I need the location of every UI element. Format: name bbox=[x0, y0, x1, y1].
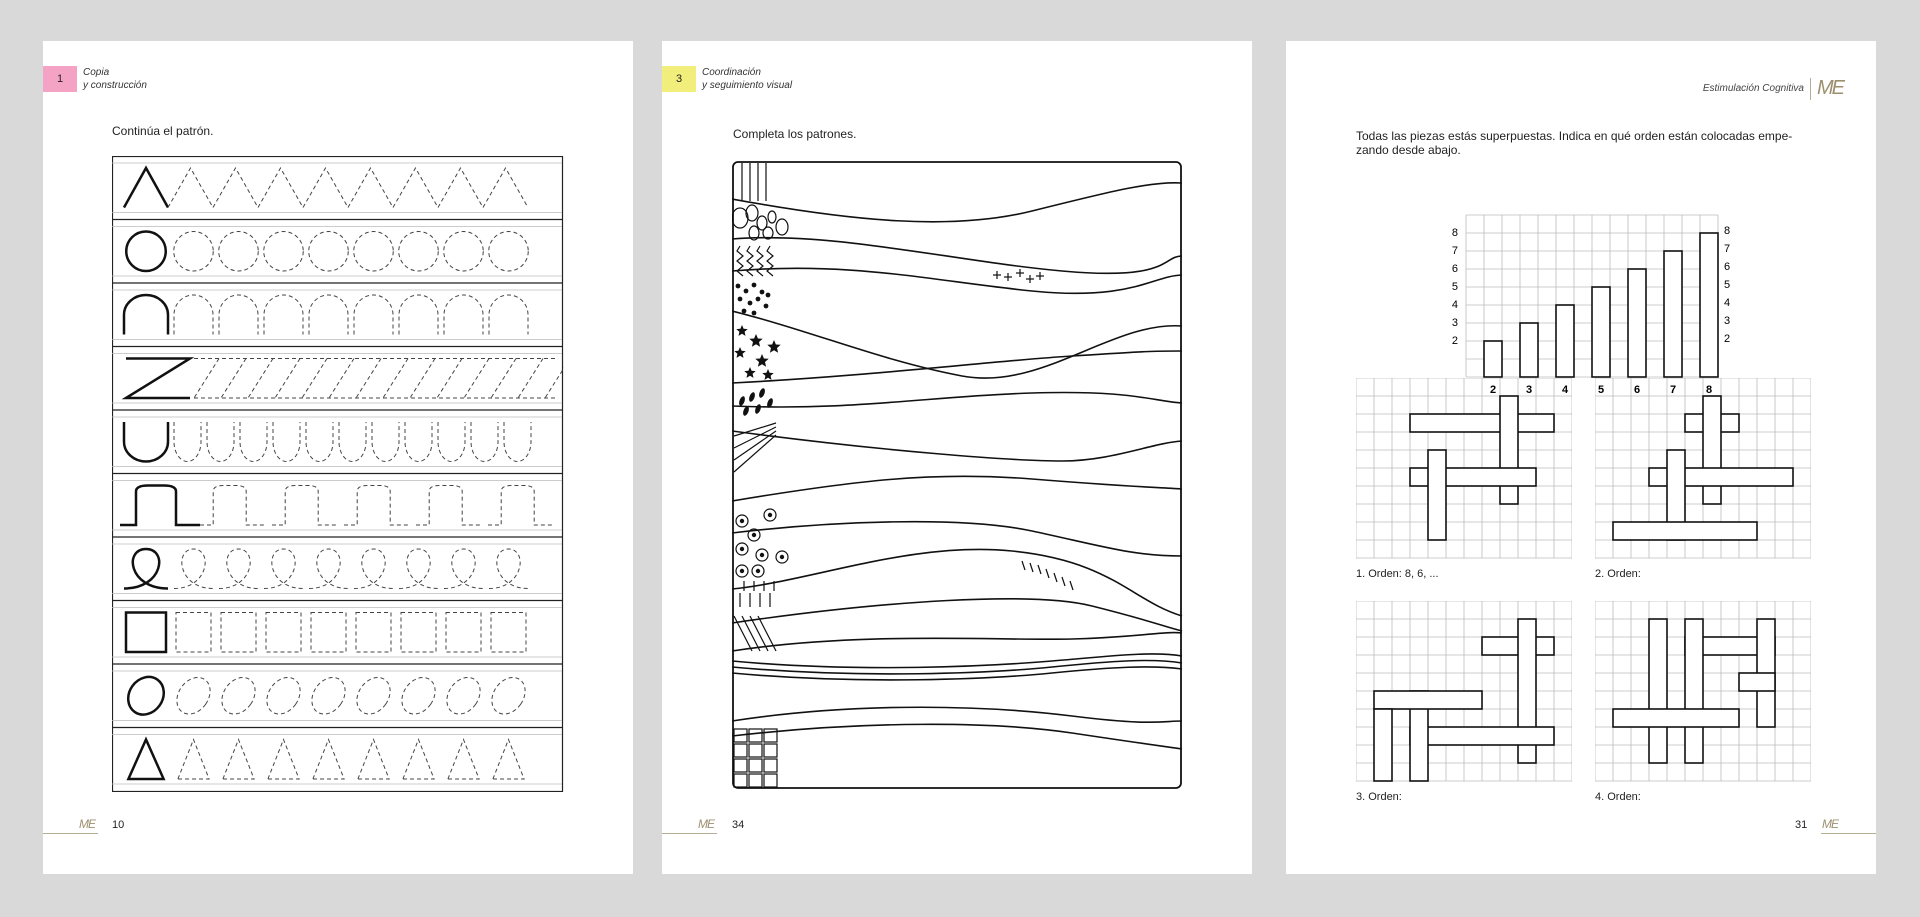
instruction-text: Continúa el patrón. bbox=[112, 124, 214, 138]
section-title bbox=[702, 66, 792, 92]
page-number: 10 bbox=[112, 819, 125, 831]
overlap-piece bbox=[1703, 396, 1721, 504]
overlap-piece bbox=[1500, 396, 1518, 504]
axis-label-left: 8 bbox=[1451, 227, 1458, 239]
instruction-line-2: zando desde abajo. bbox=[1356, 143, 1461, 157]
legend-piece-label: 5 bbox=[1597, 384, 1605, 396]
legend-piece-label: 8 bbox=[1705, 384, 1713, 396]
section-number-badge: 1 bbox=[43, 66, 77, 92]
overlap-piece bbox=[1613, 522, 1757, 540]
pattern-row-oval bbox=[121, 670, 532, 722]
pattern-row-slash bbox=[126, 359, 564, 399]
overlap-grid-1 bbox=[1356, 378, 1572, 560]
overlap-piece bbox=[1410, 414, 1554, 432]
pattern-tracing-grid bbox=[112, 156, 564, 792]
overlap-grid-3 bbox=[1356, 601, 1572, 783]
legend-piece-3 bbox=[1520, 323, 1538, 377]
legend-piece-6 bbox=[1628, 269, 1646, 377]
axis-label-left: 6 bbox=[1451, 263, 1458, 275]
frame bbox=[733, 162, 1181, 788]
overlap-piece bbox=[1374, 691, 1482, 709]
legend-piece-8 bbox=[1700, 233, 1718, 377]
pattern-row-zigzag bbox=[124, 168, 528, 208]
axis-label-left: 2 bbox=[1451, 335, 1458, 347]
axis-label-right: 8 bbox=[1724, 225, 1731, 237]
pattern-row-loop bbox=[124, 549, 528, 589]
axis-label-right: 5 bbox=[1724, 279, 1731, 291]
overlap-piece bbox=[1685, 619, 1703, 763]
overlap-grid-2 bbox=[1595, 378, 1811, 560]
brand-logo: ME bbox=[698, 817, 714, 831]
section-title-line-2: y seguimiento visual bbox=[702, 80, 793, 91]
section-number-badge: 3 bbox=[662, 66, 696, 92]
worksheet-page-overlap bbox=[1286, 41, 1876, 874]
overlap-grid-4 bbox=[1595, 601, 1811, 783]
axis-label-right: 2 bbox=[1724, 333, 1731, 345]
legend-piece-label: 7 bbox=[1669, 384, 1677, 396]
axis-label-left: 4 bbox=[1451, 299, 1458, 311]
overlap-piece bbox=[1410, 727, 1554, 745]
brand-logo: ME bbox=[1822, 817, 1838, 831]
worksheet-page-coordination bbox=[662, 41, 1252, 874]
worksheet-page-copy bbox=[43, 41, 633, 874]
wave-patterns-illustration bbox=[732, 161, 1184, 791]
axis-label-right: 6 bbox=[1724, 261, 1731, 273]
overlap-piece bbox=[1613, 709, 1739, 727]
axis-label-left: 5 bbox=[1451, 281, 1458, 293]
legend-piece-label: 3 bbox=[1525, 384, 1533, 396]
brand-logo: ME bbox=[1817, 77, 1843, 99]
pattern-row-arch bbox=[124, 295, 528, 335]
instruction-text: Completa los patrones. bbox=[733, 127, 857, 141]
section-title-line-1: Coordinación bbox=[702, 67, 761, 78]
pattern-row-square bbox=[126, 613, 526, 653]
order-answer-3: 3. Orden: bbox=[1356, 791, 1402, 803]
brand-header bbox=[1703, 77, 1843, 100]
pattern-row-circle bbox=[126, 232, 528, 272]
section-title-line-2: y construcción bbox=[83, 80, 147, 91]
axis-label-right: 3 bbox=[1724, 315, 1731, 327]
legend-piece-label: 6 bbox=[1633, 384, 1641, 396]
brand-name: Estimulación Cognitiva bbox=[1702, 83, 1804, 94]
piece-legend-grid bbox=[1436, 171, 1736, 401]
pattern-row-triangle bbox=[128, 740, 524, 780]
page-number: 34 bbox=[732, 819, 745, 831]
legend-piece-5 bbox=[1592, 287, 1610, 377]
pattern-row-cup bbox=[124, 422, 531, 462]
order-answer-4: 4. Orden: bbox=[1595, 791, 1641, 803]
overlap-piece bbox=[1649, 619, 1667, 763]
section-title bbox=[83, 66, 147, 92]
instruction-text bbox=[1356, 129, 1816, 157]
page-number: 31 bbox=[1795, 819, 1808, 831]
instruction-line-1: Todas las piezas estás superpuestas. Indica en qué orden están colocadas empe- bbox=[1356, 129, 1793, 143]
legend-piece-label: 4 bbox=[1561, 384, 1569, 396]
order-answer-2: 2. Orden: bbox=[1595, 568, 1641, 580]
axis-label-right: 4 bbox=[1724, 297, 1731, 309]
legend-piece-4 bbox=[1556, 305, 1574, 377]
axis-label-left: 3 bbox=[1451, 317, 1458, 329]
axis-label-left: 7 bbox=[1451, 245, 1458, 257]
legend-piece-7 bbox=[1664, 251, 1682, 377]
overlap-piece bbox=[1374, 709, 1392, 781]
legend-piece-label: 2 bbox=[1489, 384, 1497, 396]
overlap-piece bbox=[1428, 450, 1446, 540]
pattern-row-wave-square bbox=[120, 486, 554, 526]
axis-label-right: 7 bbox=[1724, 243, 1731, 255]
overlap-piece bbox=[1739, 673, 1775, 691]
brand-logo: ME bbox=[79, 817, 95, 831]
order-answer-1: 1. Orden: 8, 6, ... bbox=[1356, 568, 1439, 580]
section-title-line-1: Copia bbox=[83, 67, 110, 78]
legend-piece-2 bbox=[1484, 341, 1502, 377]
